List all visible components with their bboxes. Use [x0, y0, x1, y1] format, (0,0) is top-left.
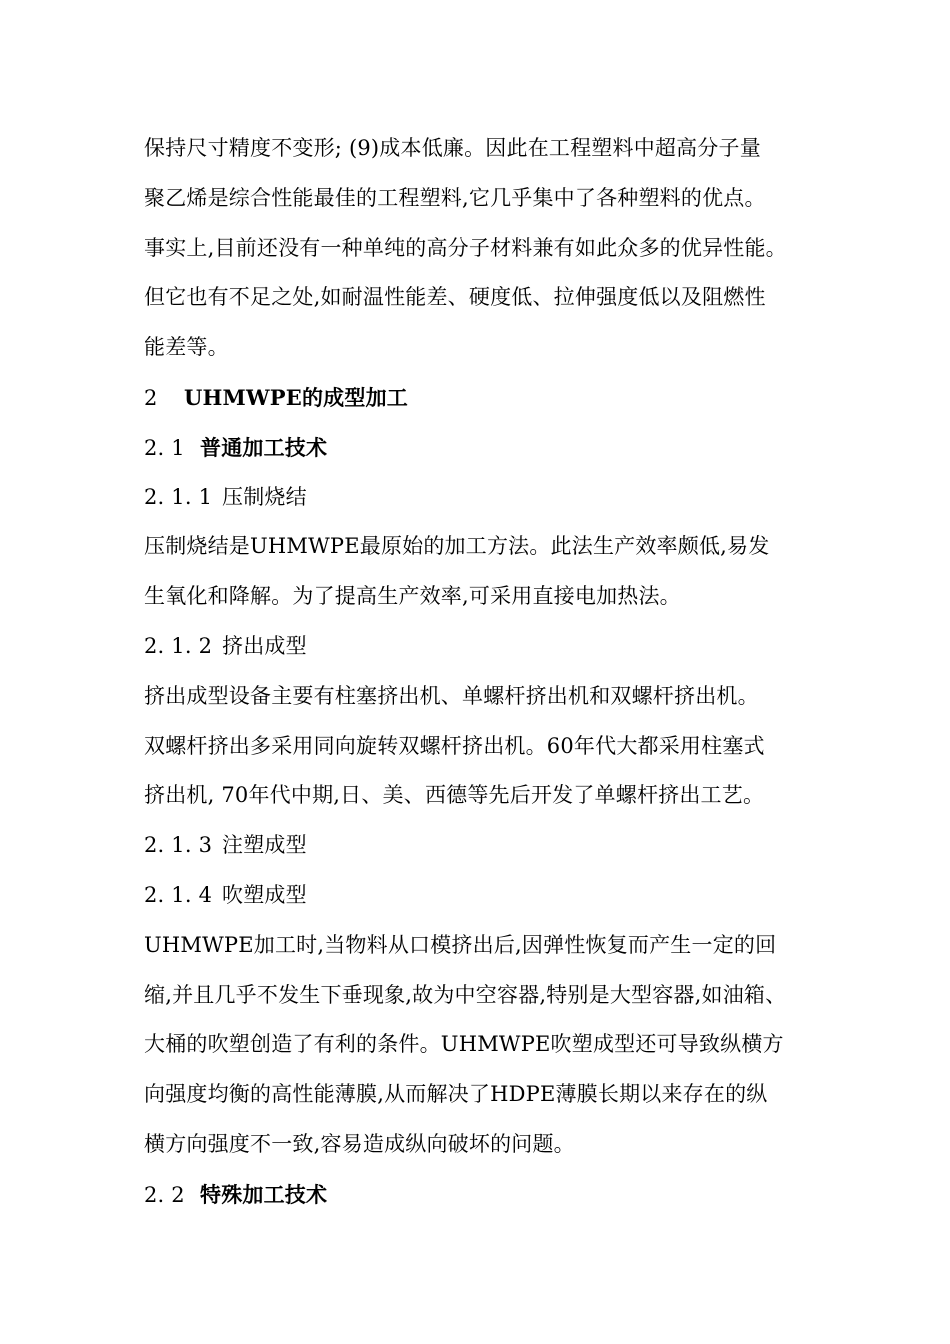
paragraph-line: 能差等。 [144, 335, 229, 360]
heading-section-2-1 [144, 423, 824, 473]
heading-number: 2. 1. 4 [144, 882, 213, 907]
heading-number: 2 [144, 385, 158, 410]
paragraph-line: 挤出机, 70年代中期,日、美、西德等先后开发了单螺杆挤出工艺。 [144, 783, 765, 808]
heading-section-2-2 [144, 1170, 824, 1220]
paragraph-line: 挤出成型设备主要有柱塞挤出机、单螺杆挤出机和双螺杆挤出机。 [144, 683, 759, 708]
heading-number: 2. 2 [144, 1182, 185, 1207]
heading-title: 压制烧结 [222, 484, 307, 509]
paragraph-blow-molding [144, 921, 824, 1170]
paragraph-line: 双螺杆挤出多采用同向旋转双螺杆挤出机。60年代大都采用柱塞式 [144, 733, 765, 758]
heading-title: UHMWPE的成型加工 [184, 384, 408, 410]
heading-section-2-1-4 [144, 871, 824, 921]
paragraph-line: 聚乙烯是综合性能最佳的工程塑料,它几乎集中了各种塑料的优点。 [144, 185, 766, 210]
paragraph-line: 大桶的吹塑创造了有利的条件。UHMWPE吹塑成型还可导致纵横方 [144, 1032, 784, 1057]
heading-title: 挤出成型 [222, 633, 307, 658]
paragraph-line: 但它也有不足之处,如耐温性能差、硬度低、拉伸强度低以及阻燃性 [144, 285, 766, 310]
paragraph-compression-sintering [144, 522, 824, 622]
paragraph-line: UHMWPE加工时,当物料从口模挤出后,因弹性恢复而产生一定的回 [144, 932, 777, 957]
heading-number: 2. 1 [144, 435, 185, 460]
heading-title: 吹塑成型 [222, 882, 307, 907]
paragraph-line: 事实上,目前还没有一种单纯的高分子材料兼有如此众多的优异性能。 [144, 235, 787, 260]
paragraph-line: 横方向强度不一致,容易造成纵向破坏的问题。 [144, 1131, 575, 1156]
paragraph-line: 缩,并且几乎不发生下垂现象,故为中空容器,特别是大型容器,如油箱、 [144, 982, 787, 1007]
heading-number: 2. 1. 2 [144, 633, 213, 658]
heading-title: 普通加工技术 [200, 434, 328, 460]
paragraph-extrusion [144, 672, 824, 821]
document-page [144, 124, 824, 1220]
heading-number: 2. 1. 1 [144, 484, 213, 509]
paragraph-line: 向强度均衡的高性能薄膜,从而解决了HDPE薄膜长期以来存在的纵 [144, 1082, 768, 1107]
heading-section-2-1-2 [144, 622, 824, 672]
heading-section-2-1-1 [144, 473, 824, 523]
heading-number: 2. 1. 3 [144, 833, 213, 858]
paragraph-line: 压制烧结是UHMWPE最原始的加工方法。此法生产效率颇低,易发 [144, 534, 770, 559]
heading-section-2-1-3 [144, 821, 824, 871]
heading-section-2 [144, 373, 824, 423]
heading-title: 注塑成型 [222, 833, 307, 858]
paragraph-properties [144, 124, 824, 373]
paragraph-line: 保持尺寸精度不变形; (9)成本低廉。因此在工程塑料中超高分子量 [144, 136, 761, 160]
heading-title: 特殊加工技术 [200, 1181, 328, 1207]
paragraph-line: 生氧化和降解。为了提高生产效率,可采用直接电加热法。 [144, 584, 681, 609]
